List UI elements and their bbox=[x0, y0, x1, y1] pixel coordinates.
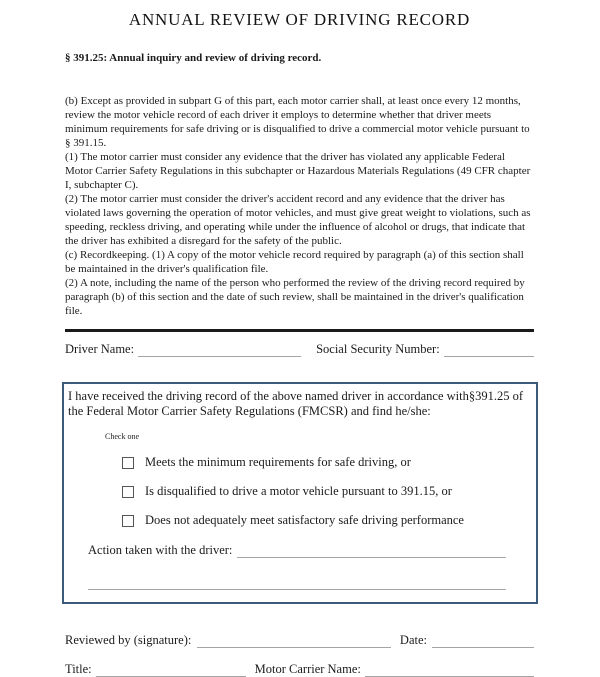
form-title: ANNUAL REVIEW OF DRIVING RECORD bbox=[128, 10, 471, 29]
checkbox-meets-requirements-icon[interactable] bbox=[122, 457, 134, 469]
title-label: Title: bbox=[65, 662, 92, 676]
regulation-paragraph-b1: (1) The motor carrier must consider any evidence that the driver has violated any applicable Federal Motor Carrier Safety Regulations in this subchapter or Hazardous Materials Regulations (49 CFR chapter I, subchapter C). bbox=[65, 151, 531, 191]
signature-row bbox=[65, 633, 534, 648]
action-taken-row bbox=[88, 543, 506, 558]
action-taken-label: Action taken with the driver: bbox=[88, 543, 233, 557]
reviewed-by-blank[interactable] bbox=[197, 633, 391, 648]
date-blank[interactable] bbox=[432, 633, 534, 648]
option-row-disqualified bbox=[122, 484, 532, 499]
checkbox-not-satisfactory-icon[interactable] bbox=[122, 515, 134, 527]
action-taken-blank[interactable] bbox=[237, 543, 506, 558]
certification-box bbox=[62, 382, 538, 604]
regulation-paragraph-c2: (2) A note, including the name of the person who performed the review of the driving record required by paragraph (b) of this section and the date of such review, shall be maintained in the driver's qualification file. bbox=[65, 277, 525, 317]
divider bbox=[65, 329, 534, 332]
option-label-disqualified: Is disqualified to drive a motor vehicle pursuant to 391.15, or bbox=[145, 484, 452, 498]
certification-statement: I have received the driving record of the above named driver in accordance with§391.25 of the Federal Motor Carrier Safety Regulations (FMCSR) and find he/she: bbox=[68, 389, 524, 418]
driver-name-label: Driver Name: bbox=[65, 342, 135, 356]
action-taken-blank-line2[interactable] bbox=[88, 575, 506, 590]
driver-info-row bbox=[65, 342, 534, 357]
option-row-not-satisfactory bbox=[122, 513, 532, 528]
checkbox-disqualified-icon[interactable] bbox=[122, 486, 134, 498]
reviewed-by-label: Reviewed by (signature): bbox=[65, 633, 192, 647]
option-row-meets-requirements bbox=[122, 455, 532, 470]
regulation-paragraph-b: (b) Except as provided in subpart G of this part, each motor carrier shall, at least once every 12 months, review the motor vehicle record of each driver it employs to determine whether that driver meets minimum requirements for safe driving or is disqualified to drive a commercial motor vehicle pursuant to § 391.15. bbox=[65, 95, 530, 149]
ssn-label: Social Security Number: bbox=[316, 342, 440, 356]
ssn-blank[interactable] bbox=[444, 342, 534, 357]
option-label-meets-requirements: Meets the minimum requirements for safe driving, or bbox=[145, 455, 411, 469]
motor-carrier-name-blank[interactable] bbox=[365, 662, 534, 677]
date-label: Date: bbox=[399, 633, 427, 647]
option-label-not-satisfactory: Does not adequately meet satisfactory safe driving performance bbox=[145, 513, 464, 527]
motor-carrier-name-label: Motor Carrier Name: bbox=[254, 662, 361, 676]
section-heading: § 391.25: Annual inquiry and review of driving record. bbox=[65, 52, 322, 64]
regulation-paragraph-b2: (2) The motor carrier must consider the driver's accident record and any evidence that the driver has violated laws governing the operation of motor vehicles, and must give great weight to violations, such as speeding, reckless driving, and operating while under the influence of alcohol or drugs, that indicate that the driver has exhibited a disregard for the safety of the public. bbox=[65, 193, 531, 247]
check-one-label: Check one bbox=[105, 432, 139, 441]
driver-name-blank[interactable] bbox=[138, 342, 301, 357]
regulation-paragraph-c1: (c) Recordkeeping. (1) A copy of the motor vehicle record required by paragraph (a) of this section shall be maintained in the driver's qualification file. bbox=[65, 249, 524, 275]
title-blank[interactable] bbox=[96, 662, 246, 677]
regulation-text bbox=[65, 94, 534, 318]
title-carrier-row bbox=[65, 662, 534, 677]
